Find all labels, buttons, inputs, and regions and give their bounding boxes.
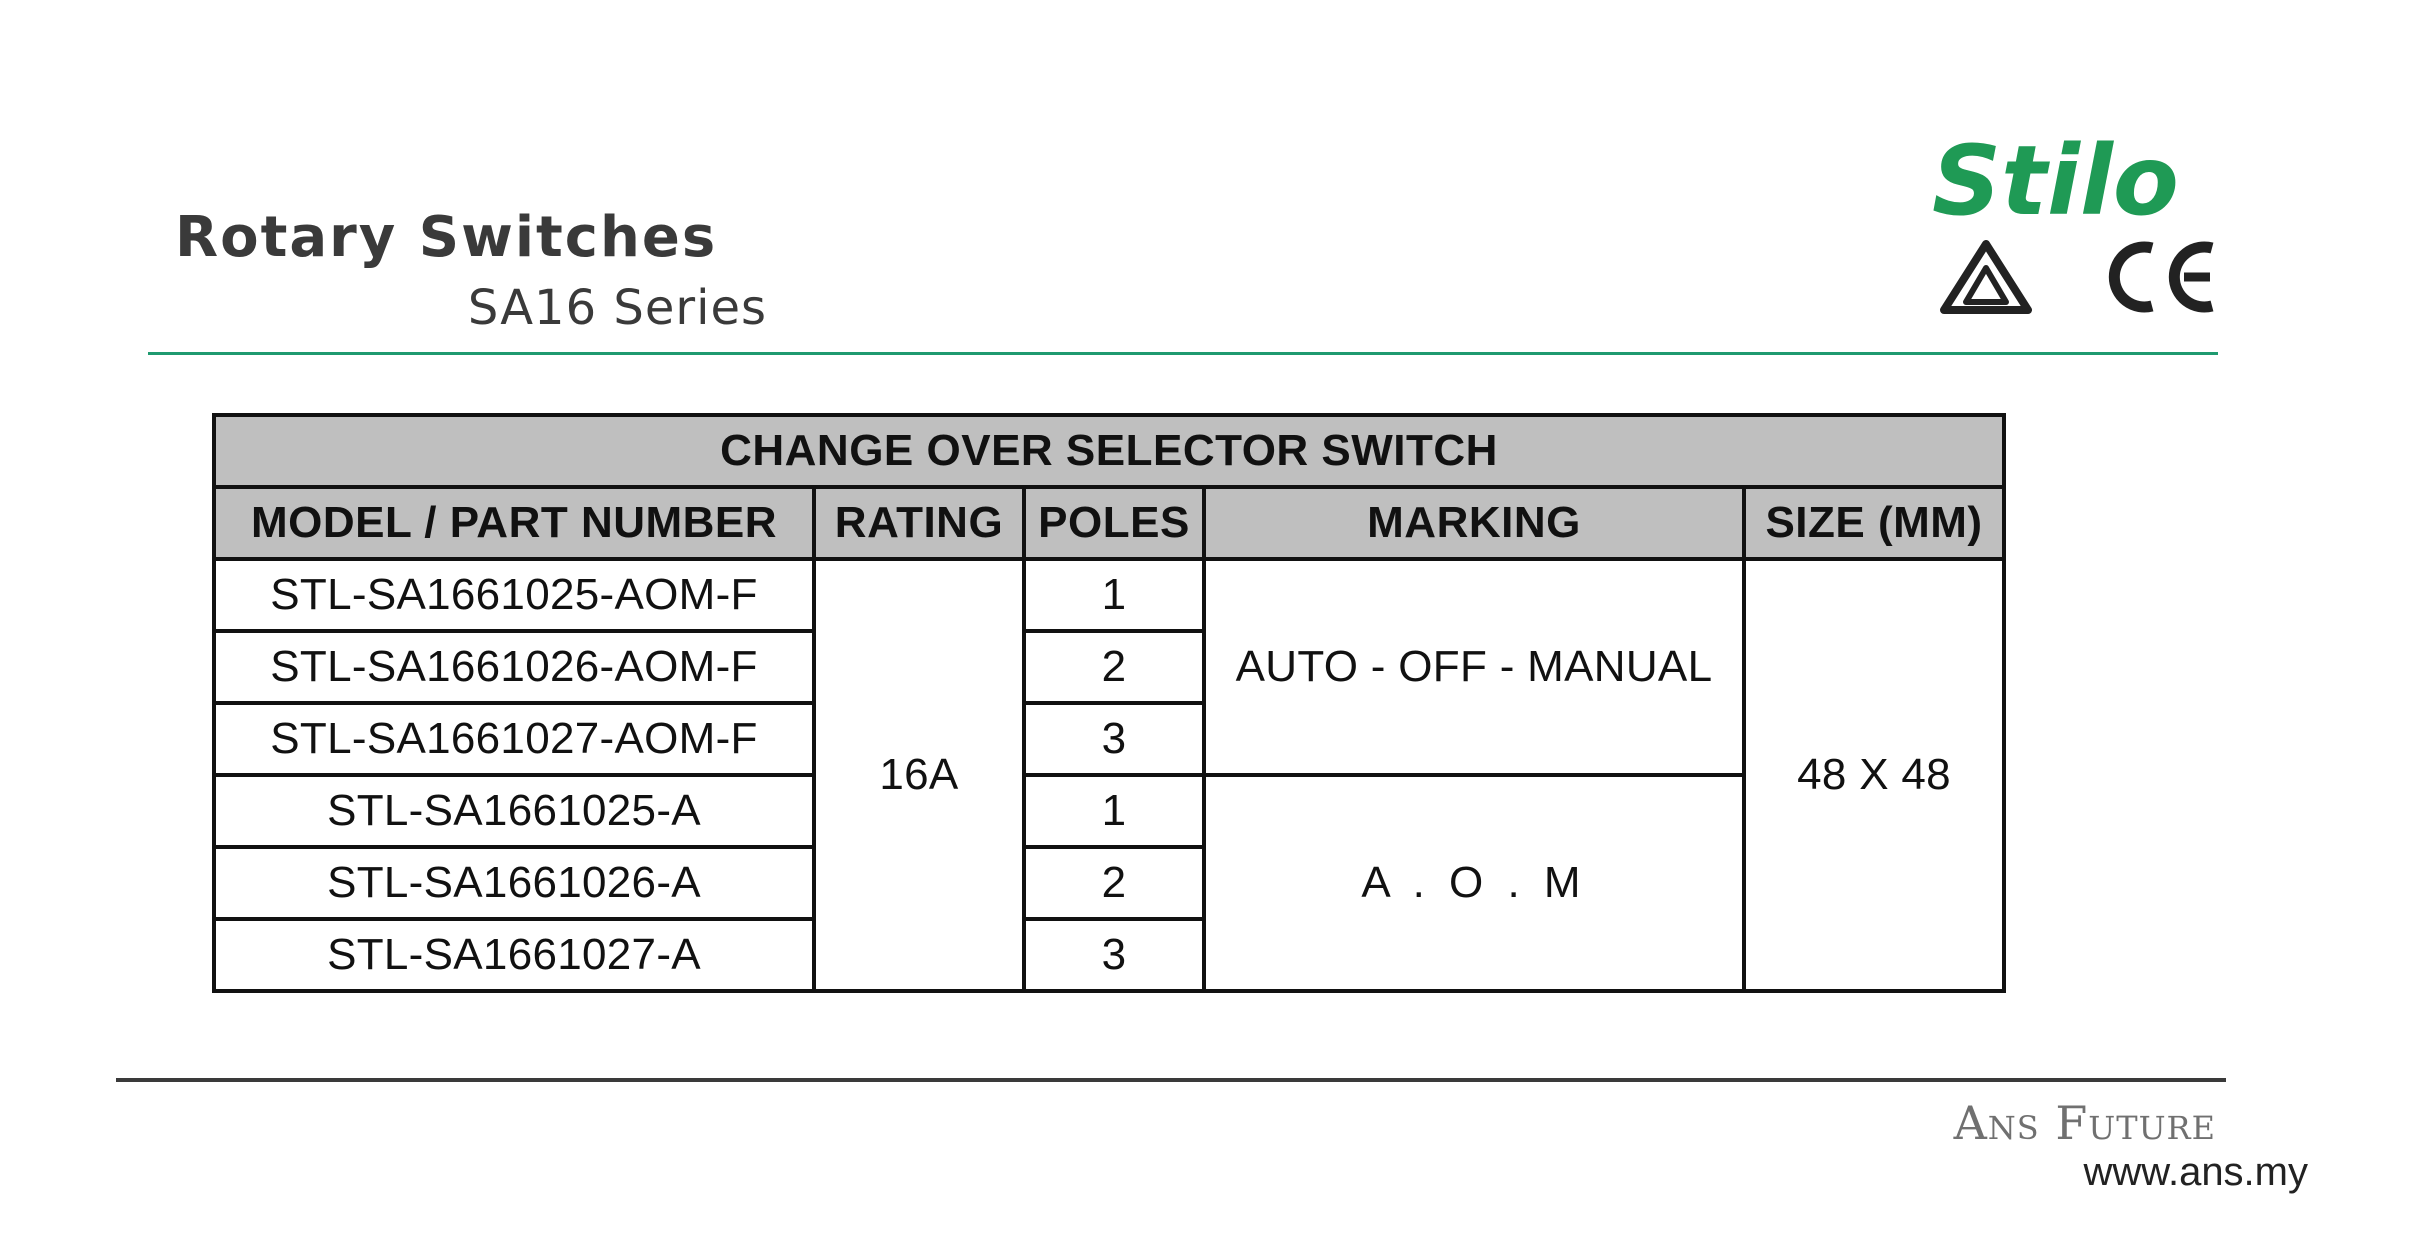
stilo-logo-text: Stilo xyxy=(1932,130,2179,230)
rating-cell: 16A xyxy=(814,559,1024,991)
model-cell: STL-SA1661026-A xyxy=(214,847,814,919)
ce-mark-icon xyxy=(2100,238,2222,316)
model-cell: STL-SA1661025-AOM-F xyxy=(214,559,814,631)
table-row xyxy=(214,559,2004,631)
marking-cell: AUTO - OFF - MANUAL xyxy=(1204,559,1744,775)
poles-cell: 1 xyxy=(1024,775,1204,847)
column-header-rating: RATING xyxy=(814,487,1024,559)
stilo-logo xyxy=(1928,130,2270,230)
marking-cell: A . O . M xyxy=(1204,775,1744,991)
poles-cell: 1 xyxy=(1024,559,1204,631)
spec-table xyxy=(212,413,2006,993)
table-header-row xyxy=(214,487,2004,559)
column-header-poles: POLES xyxy=(1024,487,1204,559)
table-row xyxy=(214,775,2004,847)
footer-brand: Ans Future xyxy=(1953,1096,2216,1150)
column-header-size: SIZE (MM) xyxy=(1744,487,2004,559)
poles-cell: 2 xyxy=(1024,631,1204,703)
model-cell: STL-SA1661027-A xyxy=(214,919,814,991)
model-cell: STL-SA1661025-A xyxy=(214,775,814,847)
footer-divider xyxy=(116,1078,2226,1082)
column-header-marking: MARKING xyxy=(1204,487,1744,559)
poles-cell: 3 xyxy=(1024,919,1204,991)
table-caption: CHANGE OVER SELECTOR SWITCH xyxy=(214,415,2004,487)
poles-cell: 2 xyxy=(1024,847,1204,919)
page-subtitle: SA16 Series xyxy=(467,280,767,336)
warning-triangle-icon xyxy=(1940,238,2032,316)
header-divider xyxy=(148,352,2218,355)
model-cell: STL-SA1661027-AOM-F xyxy=(214,703,814,775)
column-header-model: MODEL / PART NUMBER xyxy=(214,487,814,559)
model-cell: STL-SA1661026-AOM-F xyxy=(214,631,814,703)
poles-cell: 3 xyxy=(1024,703,1204,775)
footer-website[interactable]: www.ans.my xyxy=(2083,1150,2308,1194)
size-cell: 48 X 48 xyxy=(1744,559,2004,991)
page-title: Rotary Switches xyxy=(175,205,718,270)
